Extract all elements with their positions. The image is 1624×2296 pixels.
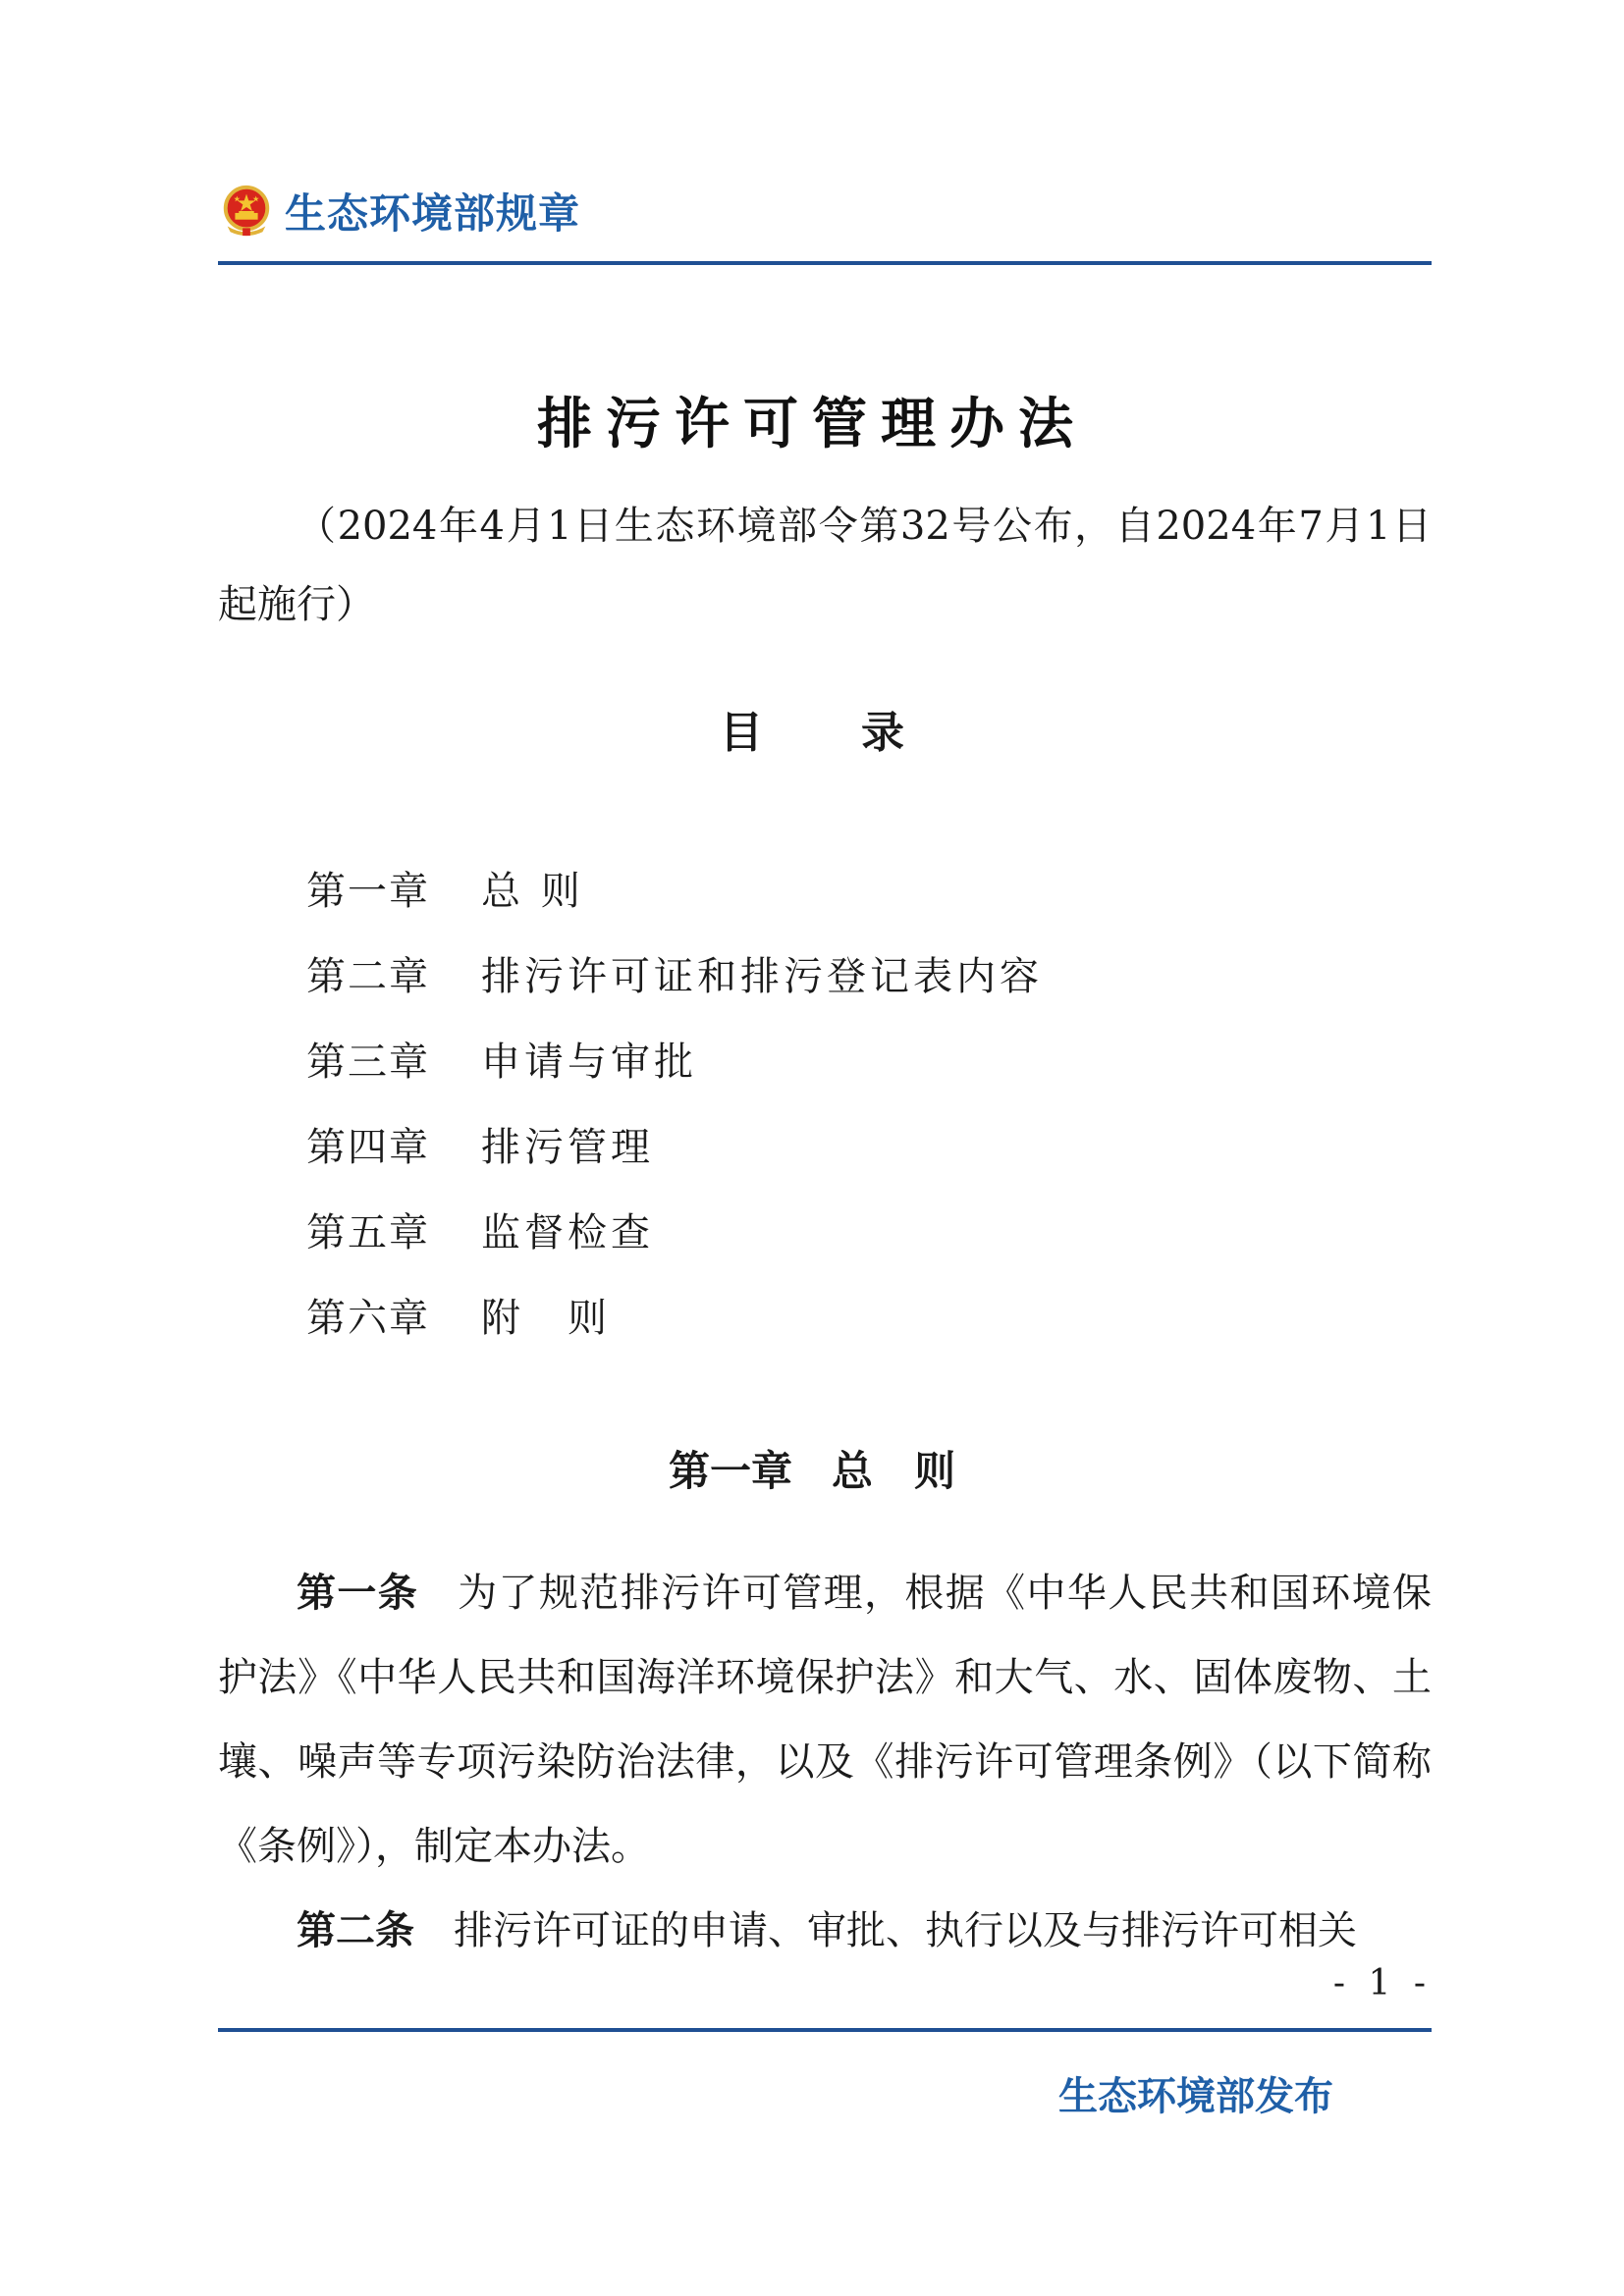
toc-title-left: 目 (720, 708, 763, 758)
chapter-number: 第一章 (668, 1447, 792, 1495)
toc-item[interactable] (306, 862, 1043, 947)
toc-item[interactable] (306, 947, 1043, 1033)
article-text: 排污许可证的申请、审批、执行以及与排污许可相关 (454, 1908, 1357, 1953)
footer-divider (218, 2028, 1432, 2032)
page-header (218, 177, 580, 245)
chapter-name: 总 则 (832, 1447, 956, 1495)
toc-item[interactable] (306, 1203, 1043, 1289)
publication-note: （2024年4月1日生态环境部令第32号公布，自2024年7月1日起施行） (218, 504, 1432, 627)
toc-item[interactable] (306, 1033, 1043, 1118)
toc-item[interactable] (306, 1289, 1043, 1374)
toc-title-right: 录 (861, 708, 904, 758)
article-text: 为了规范排污许可管理，根据《中华人民共和国环境保护法》《中华人民共和国海洋环境保护法》和大气、水、固体废物、土壤、噪声等专项污染防治法律，以及《排污许可管理条例》（以下简称《条例》），制定本办法。 (218, 1571, 1433, 1869)
article-2 (218, 1889, 1432, 1973)
toc-chapter-number: 第五章 (306, 1210, 430, 1255)
article-1 (218, 1551, 1432, 1889)
toc-chapter-name: 总 则 (481, 869, 584, 914)
toc-item[interactable] (306, 1118, 1043, 1203)
document-title: 排污许可管理办法 (537, 393, 1087, 456)
chapter-heading (0, 1439, 1624, 1498)
toc-chapter-number: 第三章 (306, 1040, 430, 1085)
article-number: 第一条 (297, 1571, 419, 1616)
toc-chapter-name: 排污管理 (481, 1125, 654, 1170)
toc-chapter-number: 第二章 (306, 954, 430, 999)
toc-chapter-name: 排污许可证和排污登记表内容 (481, 954, 1043, 999)
national-emblem-icon (218, 183, 275, 240)
article-number: 第二条 (297, 1908, 414, 1953)
header-divider (218, 261, 1432, 265)
toc-title (0, 697, 1624, 760)
table-of-contents (306, 862, 1043, 1374)
toc-chapter-number: 第四章 (306, 1125, 430, 1170)
footer-publisher: 生态环境部发布 (1058, 2074, 1333, 2119)
page-number: - 1 - (1332, 1963, 1432, 2003)
toc-chapter-number: 第六章 (306, 1296, 430, 1341)
toc-chapter-name: 申请与审批 (481, 1040, 697, 1085)
toc-chapter-number: 第一章 (306, 869, 430, 914)
toc-chapter-name: 监督检查 (481, 1210, 654, 1255)
header-title: 生态环境部规章 (285, 189, 581, 238)
toc-chapter-name: 附 则 (481, 1296, 611, 1341)
